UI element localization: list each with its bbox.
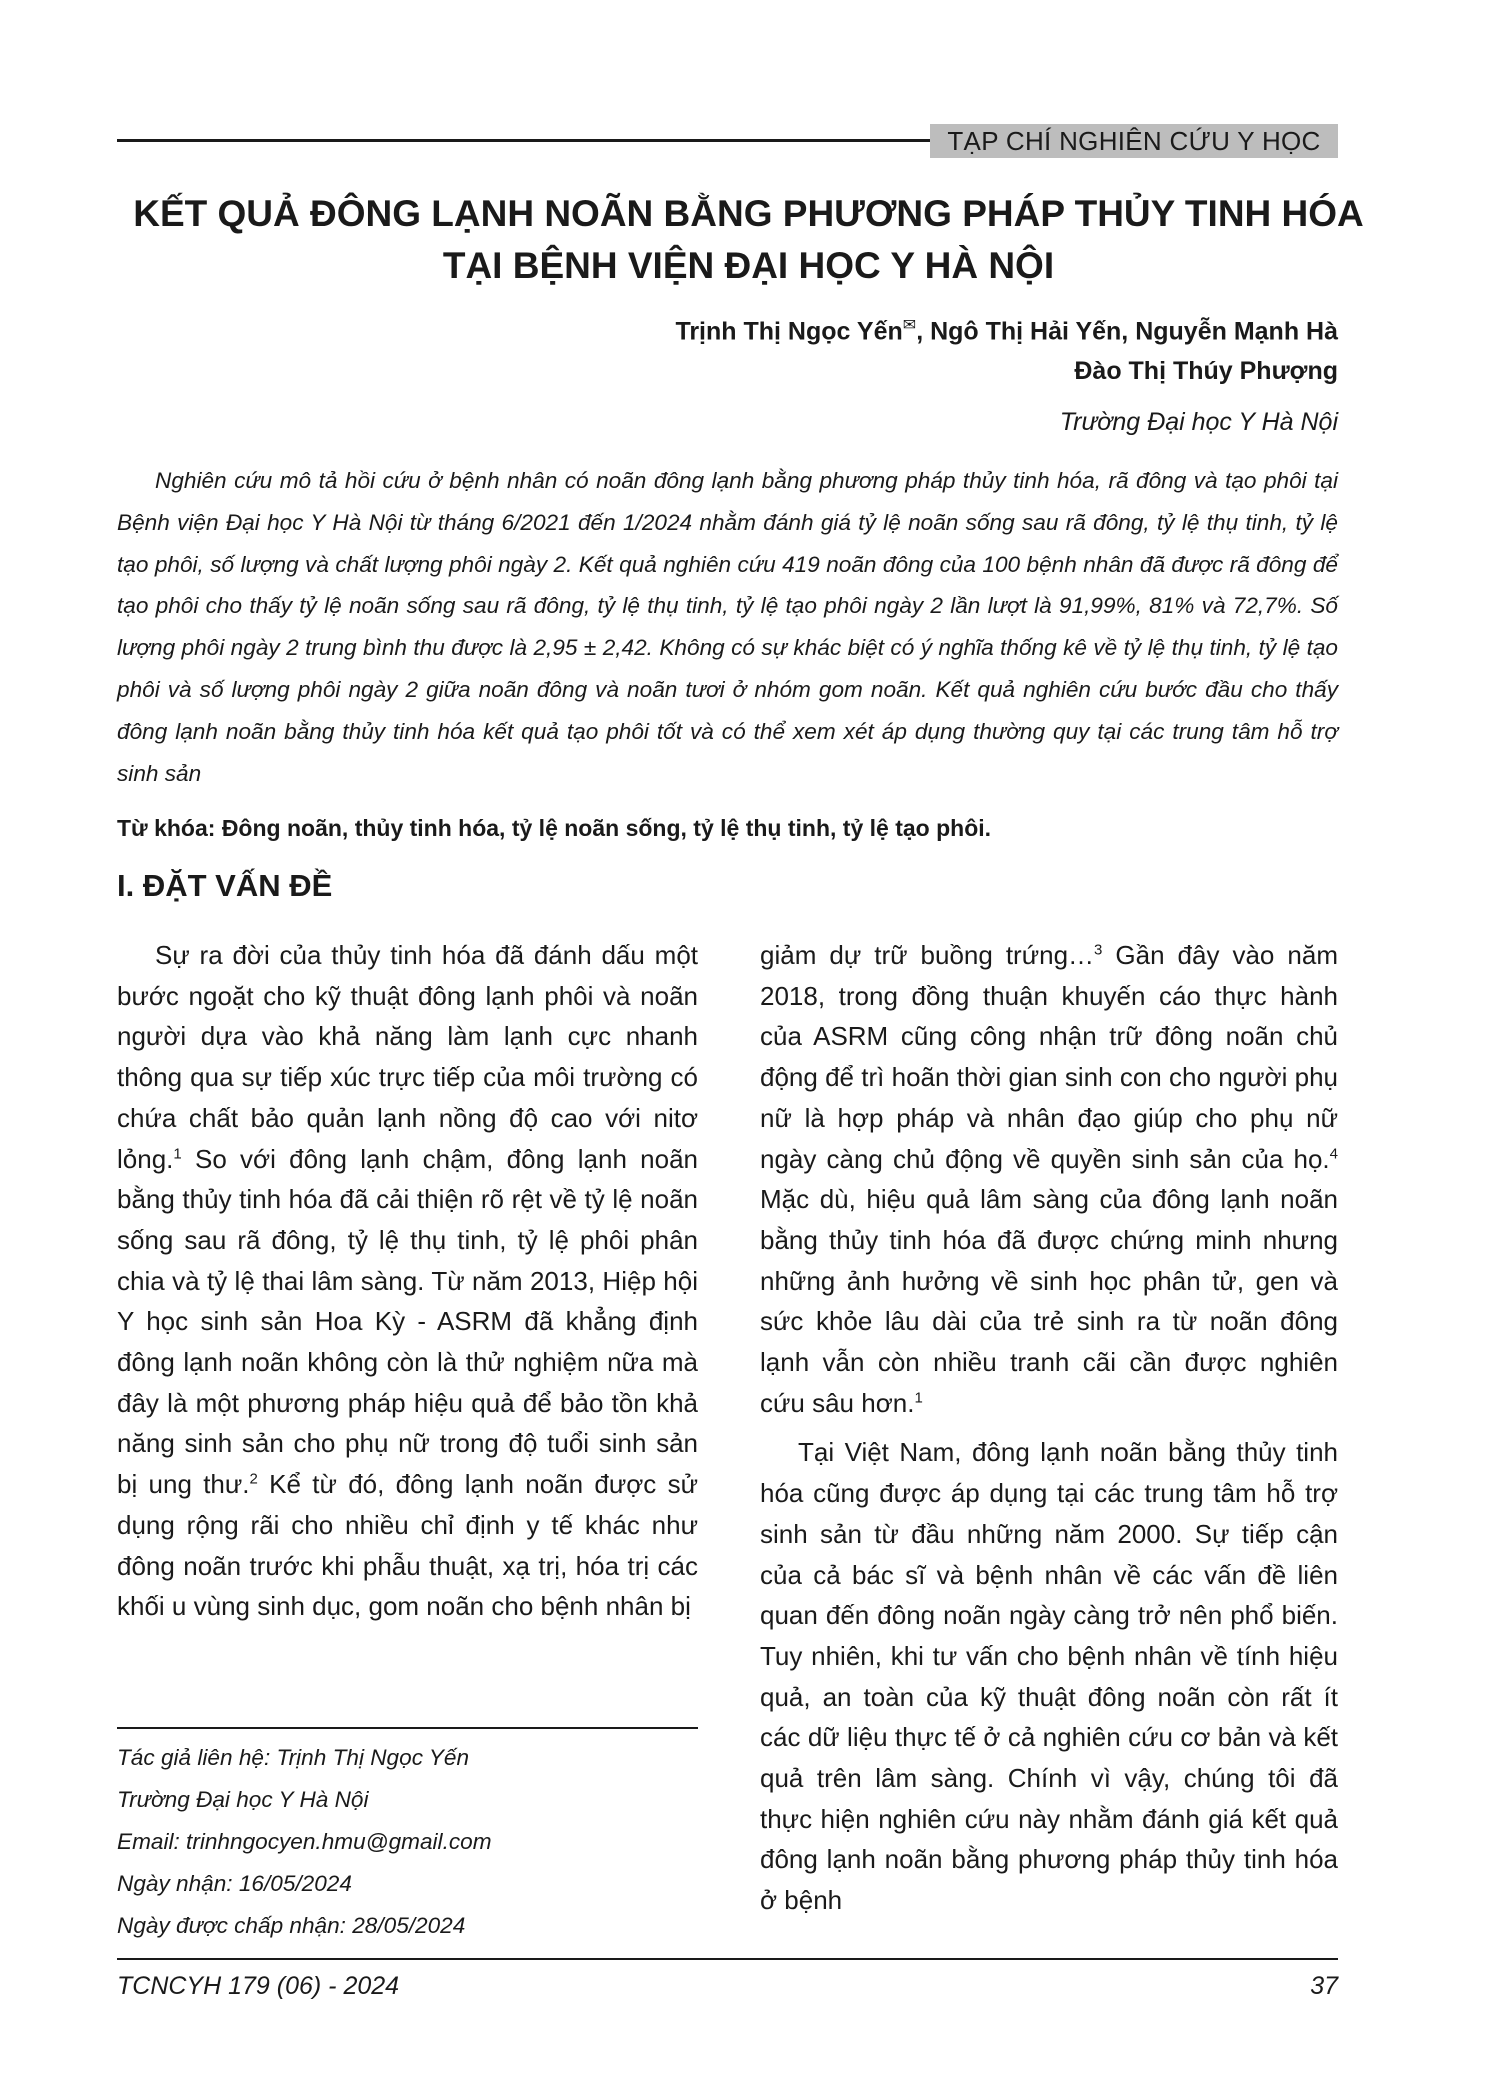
footnote-received-date: Ngày nhận: 16/05/2024 xyxy=(117,1871,352,1896)
body-column-right xyxy=(760,935,1338,1921)
corresponding-author: Trịnh Thị Ngọc Yến xyxy=(675,317,903,346)
journal-name-tab: TẠP CHÍ NGHIÊN CỨU Y HỌC xyxy=(930,124,1338,158)
text-run: Mặc dù, hiệu quả lâm sàng của đông lạnh noãn bằng thủy tinh hóa đã được chứng minh nhưng những ảnh hưởng về sinh học phân tử, gen và sức khỏe lâu dài của trẻ sinh ra từ noãn đông lạnh vẫn còn nhiều tranh cãi cần được nghiên cứu sâu hơn. xyxy=(760,1184,1338,1418)
journal-issue: TCNCYH 179 (06) - 2024 xyxy=(117,1972,400,2000)
footer-rule xyxy=(117,1958,1338,1960)
text-run: So với đông lạnh chậm, đông lạnh noãn bằng thủy tinh hóa đã cải thiện rõ rệt về tỷ lệ noãn sống sau rã đông, tỷ lệ thụ tinh, tỷ lệ phôi phân chia và tỷ lệ thai lâm sàng. Từ năm 2013, Hiệp hội Y học sinh sản Hoa Kỳ - ASRM đã khẳng định đông lạnh noãn không còn là thử nghiệm nữa mà đây là một phương pháp hiệu quả để bảo tồn khả năng sinh sản cho phụ nữ trong độ tuổi sinh sản bị ung thư. xyxy=(117,1143,698,1500)
article-title-line-1: KẾT QUẢ ĐÔNG LẠNH NOÃN BẰNG PHƯƠNG PHÁP THỦY TINH HÓA xyxy=(133,193,1364,234)
correspondence-footnote xyxy=(117,1737,492,1947)
footnote-author: Tác giả liên hệ: Trịnh Thị Ngọc Yến xyxy=(117,1745,470,1770)
section-heading: I. ĐẶT VẤN ĐỀ xyxy=(117,868,333,903)
page-number: 37 xyxy=(1310,1972,1338,2000)
paragraph: Tại Việt Nam, đông lạnh noãn bằng thủy tinh hóa cũng được áp dụng tại các trung tâm hỗ trợ sinh sản từ đầu những năm 2000. Sự tiếp cận của cả bác sĩ và bệnh nhân về các vấn đề liên quan đến đông noãn ngày càng trở nên phổ biến. Tuy nhiên, khi tư vấn cho bệnh nhân về tính hiệu quả, an toàn của kỹ thuật đông noãn còn rất ít các dữ liệu thực tế ở cả nghiên cứu cơ bản và kết quả trên lâm sàng. Chính vì vậy, chúng tôi đã thực hiện nghiên cứu này nhằm đánh giá kết quả đông lạnh noãn bằng phương pháp thủy tinh hóa ở bệnh xyxy=(760,1437,1338,1916)
paragraph xyxy=(760,935,1338,1423)
article-title-line-2: TẠI BỆNH VIỆN ĐẠI HỌC Y HÀ NỘI xyxy=(442,245,1055,286)
co-authors: , Ngô Thị Hải Yến, Nguyễn Mạnh Hà xyxy=(916,317,1338,346)
paragraph xyxy=(117,935,698,1627)
reference-mark: 3 xyxy=(1094,941,1103,959)
reference-mark: 2 xyxy=(249,1470,258,1488)
reference-mark: 1 xyxy=(914,1389,923,1407)
text-run: Kể từ đó, đông lạnh noãn được sử dụng rộng rãi cho nhiều chỉ định y tế khác như đông noãn trước khi phẫu thuật, xạ trị, hóa trị các khối u vùng sinh dục, gom noãn cho bệnh nhân bị xyxy=(117,1469,698,1622)
author-line-1 xyxy=(675,306,1338,351)
text-run: giảm dự trữ buồng trứng… xyxy=(760,940,1095,970)
reference-mark: 4 xyxy=(1329,1144,1338,1162)
affiliation: Trường Đại học Y Hà Nội xyxy=(1059,408,1338,436)
reference-mark: 1 xyxy=(173,1144,182,1162)
footnote-email: Email: trinhngocyen.hmu@gmail.com xyxy=(117,1829,492,1854)
author-line-2: Đào Thị Thúy Phượng xyxy=(1074,357,1338,386)
abstract: Nghiên cứu mô tả hồi cứu ở bệnh nhân có noãn đông lạnh bằng phương pháp thủy tinh hóa, rã đông và tạo phôi tại Bệnh viện Đại học Y Hà Nội từ tháng 6/2021 đến 1/2024 nhằm đánh giá tỷ lệ noãn sống sau rã đông, tỷ lệ thụ tinh, tỷ lệ tạo phôi, số lượng và chất lượng phôi ngày 2. Kết quả nghiên cứu 419 noãn đông của 100 bệnh nhân đã được rã đông để tạo phôi cho thấy tỷ lệ noãn sống sau rã đông, tỷ lệ thụ tinh, tỷ lệ tạo phôi ngày 2 lần lượt là 91,99%, 81% và 72,7%. Số lượng phôi ngày 2 trung bình thu được là 2,95 ± 2,42. Không có sự khác biệt có ý nghĩa thống kê về tỷ lệ thụ tinh, tỷ lệ tạo phôi và số lượng phôi ngày 2 giữa noãn đông và noãn tươi ở nhóm gom noãn. Kết quả nghiên cứu bước đầu cho thấy đông lạnh noãn bằng thủy tinh hóa kết quả tạo phôi tốt và có thể xem xét áp dụng thường quy tại các trung tâm hỗ trợ sinh sản xyxy=(117,468,1338,786)
text-run: Gần đây vào năm 2018, trong đồng thuận khuyến cáo thực hành của ASRM cũng công nhận trữ đông noãn chủ động để trì hoãn thời gian sinh con cho người phụ nữ là hợp pháp và nhân đạo giúp cho phụ nữ ngày càng chủ động về quyền sinh sản của họ. xyxy=(760,940,1338,1174)
author-list xyxy=(675,306,1338,391)
header-rule xyxy=(117,139,937,142)
text-run: Sự ra đời của thủy tinh hóa đã đánh dấu một bước ngoặt cho kỹ thuật đông lạnh phôi và noãn người dựa vào khả năng làm lạnh cực nhanh thông qua sự tiếp xúc trực tiếp của môi trường có chứa chất bảo quản lạnh nồng độ cao với nitơ lỏng. xyxy=(117,940,698,1174)
mail-icon: ✉ xyxy=(902,317,917,334)
footnote-accepted-date: Ngày được chấp nhận: 28/05/2024 xyxy=(117,1913,466,1938)
footnote-rule xyxy=(117,1727,698,1729)
body-column-left xyxy=(117,935,698,1627)
footnote-institution: Trường Đại học Y Hà Nội xyxy=(117,1787,369,1812)
article-title xyxy=(100,188,1397,292)
keywords: Từ khóa: Đông noãn, thủy tinh hóa, tỷ lệ noãn sống, tỷ lệ thụ tinh, tỷ lệ tạo phôi. xyxy=(117,815,992,841)
